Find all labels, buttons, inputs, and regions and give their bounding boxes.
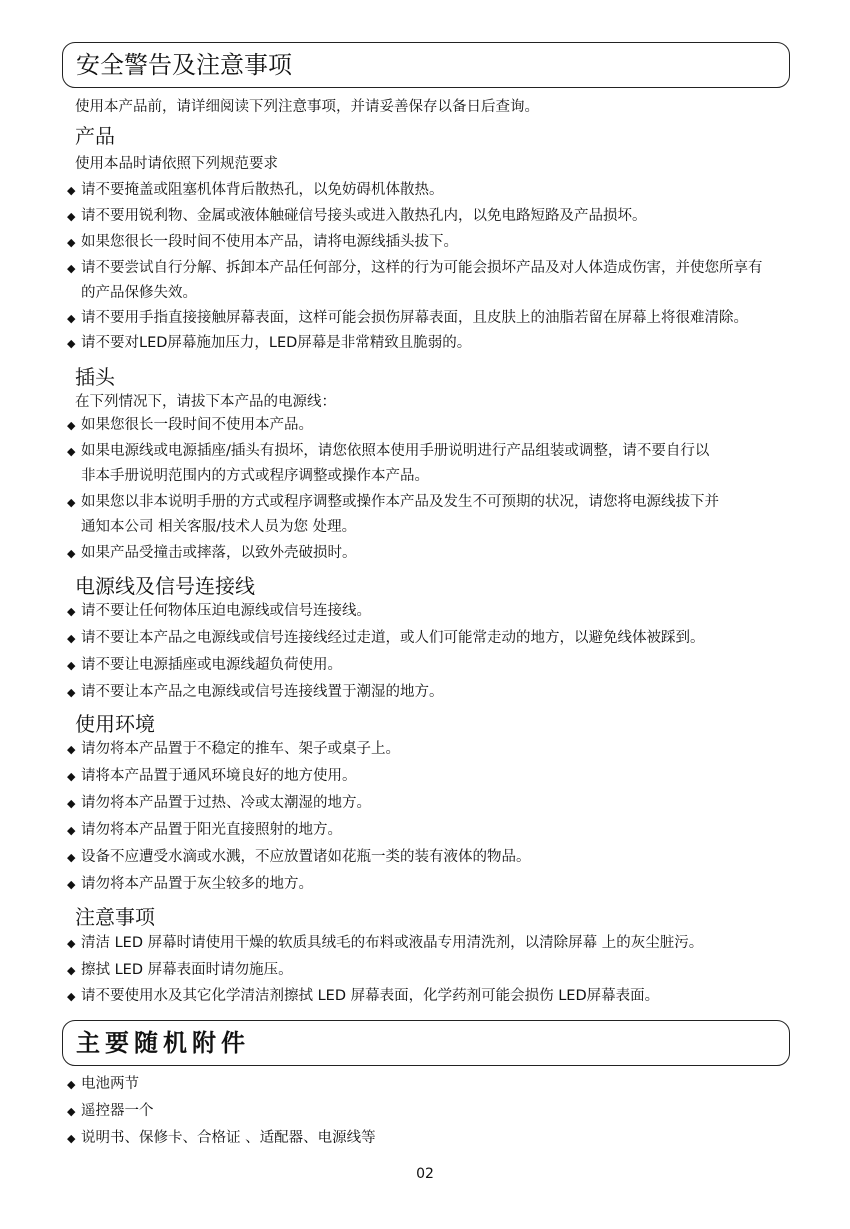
bullet-diamond-icon: ◆ [67, 824, 76, 837]
page-number: 02 [416, 1166, 434, 1182]
list-item-text: 如果产品受撞击或摔落，以致外壳破损时。 [81, 545, 357, 561]
bullet-diamond-icon: ◆ [67, 851, 76, 864]
list-item-text: 请不要掩盖或阻塞机体背后散热孔，以免妨碍机体散热。 [81, 182, 444, 198]
list-item-text: 请不要让任何物体压迫电源线或信号连接线。 [81, 603, 371, 619]
list-item [67, 334, 471, 353]
accessories-section-header [62, 1020, 790, 1066]
safety-intro: 使用本产品前，请详细阅读下列注意事项，并请妥善保存以备日后查询。 [75, 99, 539, 115]
list-item-text: 电池两节 [81, 1076, 139, 1092]
bullet-diamond-icon: ◆ [67, 184, 76, 197]
list-item-text: 如果您很长一段时间不使用本产品，请将电源线插头拔下。 [81, 234, 458, 250]
list-item [67, 442, 709, 461]
list-item [67, 1075, 139, 1094]
list-item [67, 848, 531, 867]
list-item-text: 请勿将本产品置于过热、冷或太潮湿的地方。 [81, 795, 371, 811]
list-item-text: 请不要使用水及其它化学清洁剂擦拭 LED 屏幕表面，化学药剂可能会损伤 LED屏幕表面。 [81, 988, 660, 1004]
list-item [67, 1102, 154, 1121]
list-item [67, 629, 705, 648]
safety-section-header [62, 42, 790, 88]
list-item-text: 如果您很长一段时间不使用本产品。 [81, 417, 313, 433]
list-item-continuation: 的产品保修失效。 [81, 285, 197, 301]
list-item [67, 181, 444, 200]
bullet-diamond-icon: ◆ [67, 686, 76, 699]
bullet-diamond-icon: ◆ [67, 632, 76, 645]
list-item-text: 遥控器一个 [81, 1103, 154, 1119]
list-item-text: 请将本产品置于通风环境良好的地方使用。 [81, 768, 357, 784]
bullet-diamond-icon: ◆ [67, 743, 76, 756]
list-item-text: 请不要让本产品之电源线或信号连接线经过走道，或人们可能常走动的地方，以避免线体被踩到。 [81, 630, 705, 646]
list-item-text: 请不要用手指直接接触屏幕表面，这样可能会损伤屏幕表面，且皮肤上的油脂若留在屏幕上将很难清除。 [81, 310, 748, 326]
list-item [67, 656, 342, 675]
bullet-diamond-icon: ◆ [67, 262, 76, 275]
list-item [67, 683, 444, 702]
bullet-diamond-icon: ◆ [67, 990, 76, 1003]
list-item [67, 416, 313, 435]
list-item [67, 207, 647, 226]
bullet-diamond-icon: ◆ [67, 312, 76, 325]
bullet-diamond-icon: ◆ [67, 236, 76, 249]
list-item-continuation: 非本手册说明范围内的方式或程序调整或操作本产品。 [81, 468, 429, 484]
list-item-text: 请勿将本产品置于阳光直接照射的地方。 [81, 822, 342, 838]
bullet-diamond-icon: ◆ [67, 964, 76, 977]
bullet-diamond-icon: ◆ [67, 770, 76, 783]
list-item [67, 875, 313, 894]
plug-intro: 在下列情况下，请拔下本产品的电源线： [75, 394, 336, 410]
list-item [67, 259, 763, 278]
list-item [67, 794, 371, 813]
product-intro: 使用本品时请依照下列规范要求 [75, 156, 278, 172]
environment-heading: 使用环境 [75, 712, 155, 736]
list-item [67, 740, 400, 759]
list-item-text: 如果您以非本说明手册的方式或程序调整或操作本产品及发生不可预期的状况，请您将电源线拔下并 [81, 494, 719, 510]
list-item [67, 934, 703, 953]
bullet-diamond-icon: ◆ [67, 878, 76, 891]
notes-heading: 注意事项 [75, 905, 155, 929]
list-item-continuation: 通知本公司 相关客服/技术人员为您 处理。 [81, 519, 357, 535]
bullet-diamond-icon: ◆ [67, 419, 76, 432]
plug-heading: 插头 [75, 365, 115, 389]
list-item [67, 987, 659, 1006]
product-heading: 产品 [75, 124, 115, 148]
list-item-text: 如果电源线或电源插座/插头有损坏，请您依照本使用手册说明进行产品组装或调整，请不要自行以 [81, 443, 710, 459]
list-item [67, 821, 342, 840]
bullet-diamond-icon: ◆ [67, 547, 76, 560]
list-item-text: 清洁 LED 屏幕时请使用干燥的软质具绒毛的布料或液晶专用清洗剂，以清除屏幕 上的灰尘脏污。 [81, 935, 704, 951]
list-item [67, 961, 293, 980]
list-item [67, 1129, 376, 1148]
list-item-text: 说明书、保修卡、合格证 、适配器、电源线等 [81, 1130, 376, 1146]
list-item-text: 请不要对LED屏幕施加压力，LED屏幕是非常精致且脆弱的。 [81, 335, 472, 351]
list-item-text: 请勿将本产品置于不稳定的推车、架子或桌子上。 [81, 741, 400, 757]
bullet-diamond-icon: ◆ [67, 496, 76, 509]
bullet-diamond-icon: ◆ [67, 210, 76, 223]
accessories-section-title: 主要随机附件 [76, 1028, 250, 1057]
list-item-text: 设备不应遭受水滴或水溅，不应放置诸如花瓶一类的装有液体的物品。 [81, 849, 531, 865]
safety-section-title: 安全警告及注意事项 [76, 51, 292, 79]
list-item [67, 767, 357, 786]
list-item-text: 请不要让本产品之电源线或信号连接线置于潮湿的地方。 [81, 684, 444, 700]
bullet-diamond-icon: ◆ [67, 1132, 76, 1145]
bullet-diamond-icon: ◆ [67, 605, 76, 618]
list-item-text: 擦拭 LED 屏幕表面时请勿施压。 [81, 962, 293, 978]
list-item-text: 请不要用锐利物、金属或液体触碰信号接头或进入散热孔内，以免电路短路及产品损坏。 [81, 208, 647, 224]
list-item [67, 602, 371, 621]
list-item-text: 请勿将本产品置于灰尘较多的地方。 [81, 876, 313, 892]
list-item [67, 493, 719, 512]
list-item [67, 544, 357, 563]
bullet-diamond-icon: ◆ [67, 659, 76, 672]
bullet-diamond-icon: ◆ [67, 1078, 76, 1091]
bullet-diamond-icon: ◆ [67, 937, 76, 950]
list-item-text: 请不要尝试自行分解、拆卸本产品任何部分，这样的行为可能会损坏产品及对人体造成伤害，并使您所享有 [81, 260, 763, 276]
cable-heading: 电源线及信号连接线 [75, 574, 255, 598]
bullet-diamond-icon: ◆ [67, 445, 76, 458]
bullet-diamond-icon: ◆ [67, 1105, 76, 1118]
list-item [67, 309, 748, 328]
bullet-diamond-icon: ◆ [67, 337, 76, 350]
bullet-diamond-icon: ◆ [67, 797, 76, 810]
list-item [67, 233, 458, 252]
list-item-text: 请不要让电源插座或电源线超负荷使用。 [81, 657, 342, 673]
